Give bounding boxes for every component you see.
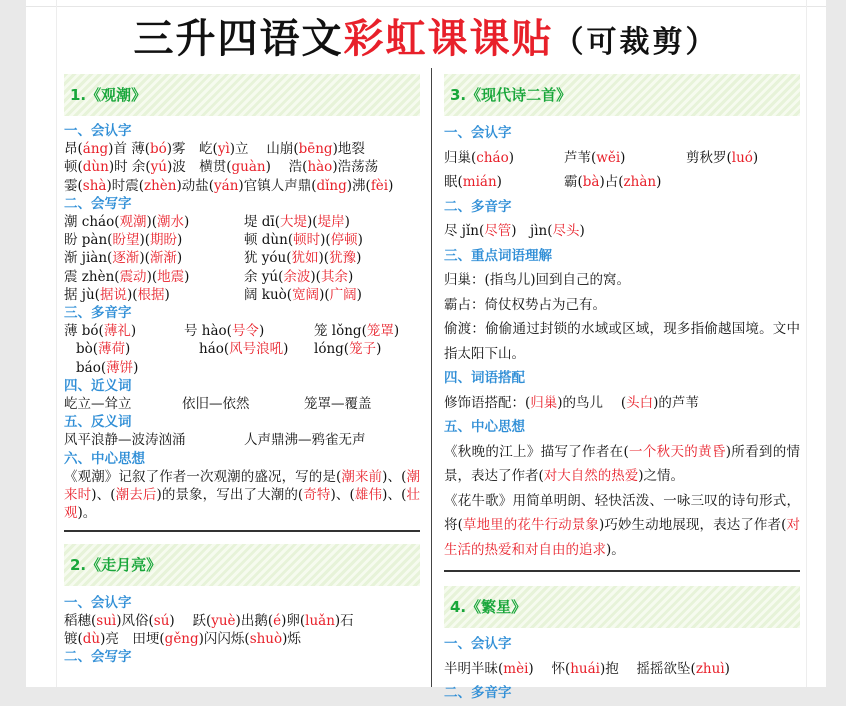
red-answer: 头白 bbox=[626, 394, 654, 411]
text-run: 芦苇( bbox=[564, 149, 597, 166]
l3-section-3: 三、重点词语理解 bbox=[444, 247, 552, 264]
entry bbox=[244, 213, 350, 231]
text-run: 《花牛歌》用简单明朗、轻快活泼、一咏三叹的诗句形式，将( bbox=[444, 492, 800, 533]
antonym-pair: 风平浪静—波涛汹涌 bbox=[64, 432, 186, 449]
entry bbox=[76, 359, 196, 377]
l4-section-2: 二、多音字 bbox=[444, 685, 512, 701]
text-run: ) bbox=[620, 149, 626, 166]
text-run: )( bbox=[310, 268, 321, 285]
l1-s5-line bbox=[64, 431, 420, 449]
lesson-3-heading: 3.《现代诗二首》 bbox=[444, 74, 800, 116]
text-run: 半明半昧( bbox=[444, 660, 504, 677]
l2-s1-line bbox=[64, 612, 420, 630]
text-run: )( bbox=[320, 232, 331, 249]
text-run: 霸( bbox=[564, 174, 583, 190]
red-answer: 潮去后 bbox=[115, 487, 157, 504]
red-answer: 堤岸 bbox=[317, 214, 345, 231]
red-answer: sú bbox=[153, 613, 170, 630]
l1-section-5: 五、反义词 bbox=[64, 414, 132, 431]
text-run: )的鸟儿 ( bbox=[557, 394, 627, 411]
red-answer: 期盼 bbox=[150, 232, 177, 249]
l1-s1-line bbox=[64, 177, 420, 195]
text-run: )浩荡荡 bbox=[332, 159, 379, 176]
entry bbox=[244, 268, 353, 286]
entry bbox=[444, 146, 564, 171]
text-run: ) bbox=[656, 174, 662, 190]
entry bbox=[64, 213, 244, 231]
entry bbox=[199, 340, 314, 358]
text-run: ) bbox=[356, 250, 362, 267]
text-run: )时 余( bbox=[108, 159, 151, 176]
red-answer: shà bbox=[82, 177, 107, 194]
text-run: )风俗( bbox=[116, 613, 154, 630]
text-run: )所看到的情景，表达了作者( bbox=[444, 443, 800, 484]
entry bbox=[64, 322, 184, 340]
text-run: )。 bbox=[77, 505, 97, 522]
text-run: 震 zhèn( bbox=[64, 268, 120, 285]
text-run: ) bbox=[130, 323, 137, 340]
text-run: ) bbox=[388, 177, 394, 194]
text-run: )的芦苇 bbox=[653, 394, 699, 411]
text-run: )巧妙生动地展现，表达了作者( bbox=[598, 517, 787, 533]
text-run: ) bbox=[496, 174, 502, 190]
text-run: )的景象，写出了大潮的( bbox=[156, 487, 304, 504]
l1-section-4: 四、近义词 bbox=[64, 377, 132, 394]
red-answer: 犹如 bbox=[291, 250, 319, 267]
text-run: )之情。 bbox=[638, 468, 685, 484]
text-run: 薄 bó( bbox=[64, 323, 104, 340]
text-run: ) bbox=[164, 286, 170, 303]
red-answer: yuè bbox=[211, 613, 236, 630]
red-answer: zhuì bbox=[695, 660, 725, 677]
text-run: 据 jù( bbox=[64, 286, 100, 303]
worksheet-page bbox=[26, 0, 826, 701]
l1-s3-line bbox=[64, 322, 420, 340]
red-answer: 壮观 bbox=[64, 487, 421, 522]
red-answer: 盼望 bbox=[112, 232, 140, 249]
red-answer: 渐渐 bbox=[149, 250, 177, 267]
text-run: ) bbox=[347, 268, 354, 285]
synonym-pair: 笼罩—覆盖 bbox=[304, 396, 372, 413]
page-title bbox=[26, 10, 826, 76]
entry bbox=[64, 268, 244, 286]
red-answer: luǎn bbox=[305, 613, 335, 630]
text-run: )、( bbox=[382, 487, 407, 504]
red-answer: 据说 bbox=[99, 286, 127, 303]
l3-s1-line bbox=[444, 146, 800, 171]
entry bbox=[244, 249, 361, 267]
red-answer: 其余 bbox=[320, 268, 348, 285]
red-answer: áng bbox=[82, 141, 109, 158]
text-run: 镀( bbox=[64, 631, 83, 648]
lesson-1-heading: 1.《观潮》 bbox=[64, 74, 420, 116]
text-run: )( bbox=[307, 214, 318, 231]
text-run: )首 薄( bbox=[108, 141, 150, 158]
text-run: )地裂 bbox=[332, 141, 365, 158]
l1-s1-line bbox=[64, 140, 420, 158]
entry bbox=[76, 340, 199, 358]
text-run: ) bbox=[724, 660, 730, 677]
text-run: 归巢( bbox=[444, 149, 477, 166]
red-answer: yú bbox=[150, 159, 167, 176]
text-run: 笼 lǒng( bbox=[314, 323, 367, 340]
red-answer: 对生活的热爱和对自由的追求 bbox=[444, 517, 800, 558]
text-run: )闪闪烁( bbox=[198, 631, 250, 648]
text-run: )卵( bbox=[281, 613, 306, 630]
entry bbox=[64, 286, 244, 304]
text-run: 犹 yóu( bbox=[244, 250, 292, 267]
red-answer: 潮来时 bbox=[64, 468, 420, 504]
red-answer: dù bbox=[82, 631, 101, 648]
red-answer: huái bbox=[570, 660, 600, 677]
red-answer: 广阔 bbox=[329, 286, 357, 303]
text-run: ) bbox=[258, 323, 265, 340]
red-answer: zhàn bbox=[623, 174, 657, 190]
entry bbox=[244, 231, 363, 249]
column-divider bbox=[431, 68, 432, 687]
right-column bbox=[444, 74, 800, 706]
red-answer: mián bbox=[462, 174, 497, 190]
red-answer: dùn bbox=[82, 159, 109, 176]
entry bbox=[244, 286, 362, 304]
text-run: )石 bbox=[334, 613, 354, 630]
text-run: )( bbox=[318, 250, 330, 267]
text-run: 阔 kuò( bbox=[244, 286, 293, 303]
text-run: háo( bbox=[199, 341, 230, 358]
text-run: 顿( bbox=[64, 159, 83, 176]
l3-s2-line bbox=[444, 219, 800, 244]
red-answer: 尽头 bbox=[552, 223, 580, 239]
text-run: ) bbox=[184, 214, 190, 231]
text-run: )烁 bbox=[282, 631, 301, 648]
red-answer: suì bbox=[96, 613, 117, 630]
l4-section-1: 一、会认字 bbox=[444, 636, 512, 652]
red-answer: 薄饼 bbox=[106, 359, 134, 376]
text-run: ) 怀( bbox=[528, 660, 571, 677]
entry bbox=[444, 170, 564, 195]
text-run: ) bbox=[133, 359, 139, 376]
red-answer: fèi bbox=[370, 177, 389, 194]
text-run: 修饰语搭配：( bbox=[444, 394, 531, 411]
red-answer: yán bbox=[214, 177, 239, 194]
synonym-pair: 依旧—依然 bbox=[182, 396, 250, 413]
l3-summary-2 bbox=[444, 489, 800, 563]
text-run: ) bbox=[376, 341, 382, 358]
l3-s3-line: 偷渡：偷偷通过封锁的水域或区域，现多指偷越国境。文中指太阳下山。 bbox=[444, 321, 800, 362]
red-answer: 薄礼 bbox=[103, 323, 131, 340]
text-run: 号 hào( bbox=[184, 323, 232, 340]
l2-section-1: 一、会认字 bbox=[64, 594, 132, 611]
text-run: )( bbox=[139, 250, 150, 267]
red-answer: 犹豫 bbox=[329, 250, 357, 267]
red-answer: 奇特 bbox=[303, 487, 331, 504]
red-answer: guàn bbox=[231, 159, 266, 176]
red-answer: mèi bbox=[503, 660, 529, 677]
text-run: 眠( bbox=[444, 174, 463, 190]
red-answer: 草地里的花牛行动景象 bbox=[462, 517, 599, 533]
text-run: )( bbox=[126, 286, 138, 303]
synonym-pair: 屹立—耸立 bbox=[64, 396, 132, 413]
entry bbox=[64, 249, 244, 267]
red-answer: bà bbox=[582, 174, 600, 190]
red-answer: 逐渐 bbox=[112, 250, 140, 267]
l3-s1-line bbox=[444, 170, 800, 195]
text-run: )( bbox=[139, 232, 150, 249]
entry bbox=[564, 170, 661, 195]
entry bbox=[314, 340, 381, 358]
red-answer: cháo bbox=[476, 149, 509, 166]
text-run: ) bbox=[508, 149, 514, 166]
red-answer: 地震 bbox=[157, 268, 185, 285]
text-run: ) bbox=[125, 341, 131, 358]
l3-s3-line: 霸占：倚仗权势占为己有。 bbox=[444, 296, 606, 313]
red-answer: 归巢 bbox=[530, 394, 558, 411]
text-run: 盼 pàn( bbox=[64, 232, 113, 249]
red-answer: hào bbox=[307, 159, 333, 176]
l1-s1-line bbox=[64, 158, 420, 176]
entry bbox=[64, 231, 244, 249]
l1-section-6: 六、中心思想 bbox=[64, 450, 145, 467]
red-answer: 根据 bbox=[137, 286, 165, 303]
text-run: ) bbox=[752, 149, 759, 166]
text-run: )( bbox=[146, 268, 158, 285]
lesson-2-heading: 2.《走月亮》 bbox=[64, 544, 420, 586]
l3-section-4: 四、词语搭配 bbox=[444, 370, 525, 386]
l3-section-2: 二、多音字 bbox=[444, 198, 512, 215]
text-run: )占( bbox=[599, 174, 624, 190]
l3-summary-1 bbox=[444, 440, 800, 489]
text-run: ) 跃( bbox=[169, 613, 212, 630]
red-answer: 顿时 bbox=[293, 232, 321, 249]
red-answer: 薄荷 bbox=[98, 341, 126, 358]
red-answer: 尽管 bbox=[484, 223, 512, 239]
l1-s2-line bbox=[64, 249, 420, 267]
left-margin-guide bbox=[56, 0, 57, 687]
red-answer: 一个秋天的黄昏 bbox=[628, 443, 726, 460]
text-run: bò( bbox=[76, 341, 99, 358]
l1-s2-line bbox=[64, 231, 420, 249]
lesson-4-heading: 4.《繁星》 bbox=[444, 586, 800, 628]
text-run: lóng( bbox=[314, 341, 350, 358]
text-run: )波 横贯( bbox=[166, 159, 232, 176]
entry bbox=[686, 146, 758, 171]
l1-summary bbox=[64, 468, 420, 526]
red-answer: gěng bbox=[164, 631, 199, 648]
l4-s1-line bbox=[444, 657, 800, 682]
l3-section-5: 五、中心思想 bbox=[444, 419, 525, 435]
text-run: )、( bbox=[382, 468, 407, 485]
red-answer: 震动 bbox=[119, 268, 147, 285]
red-answer: yì bbox=[217, 141, 230, 158]
left-column bbox=[64, 74, 420, 667]
red-answer: 潮水 bbox=[157, 214, 185, 231]
antonym-pair: 人声鼎沸—鸦雀无声 bbox=[244, 432, 366, 449]
text-run: 渐 jiàn( bbox=[64, 250, 113, 267]
text-run: ) bbox=[184, 268, 190, 285]
text-run: )立 山崩( bbox=[229, 141, 299, 158]
text-run: )( bbox=[319, 286, 330, 303]
text-run: 堤 dī( bbox=[244, 214, 281, 231]
red-answer: 余波 bbox=[283, 268, 311, 285]
text-run: ) jìn( bbox=[511, 223, 553, 239]
l2-s1-line bbox=[64, 630, 420, 648]
text-run: ) bbox=[393, 323, 400, 340]
l1-s2-line bbox=[64, 286, 420, 304]
text-run: ) bbox=[176, 250, 183, 267]
red-answer: 对大自然的热爱 bbox=[543, 468, 639, 484]
text-run: 稻穗( bbox=[64, 613, 97, 630]
text-run: ) 浩( bbox=[265, 159, 308, 176]
text-run: )沸( bbox=[346, 177, 371, 194]
l1-s2-line bbox=[64, 213, 420, 231]
l1-s2-line bbox=[64, 268, 420, 286]
red-answer: 潮来前 bbox=[341, 468, 383, 485]
text-run: 剪秋罗( bbox=[686, 149, 732, 166]
red-answer: 宽阔 bbox=[292, 286, 320, 303]
text-run: )、( bbox=[91, 487, 116, 504]
red-answer: 笼罩 bbox=[366, 323, 394, 340]
red-answer: 雄伟 bbox=[354, 487, 383, 504]
l1-s3-line bbox=[64, 359, 420, 377]
text-run: )( bbox=[146, 214, 158, 231]
red-answer: 大堤 bbox=[280, 214, 308, 231]
right-margin-guide bbox=[806, 0, 807, 687]
text-run: )雾 屹( bbox=[166, 141, 218, 158]
l1-section-3: 三、多音字 bbox=[64, 305, 132, 322]
text-run: 《秋晚的江上》描写了作者在( bbox=[444, 443, 629, 460]
text-run: )动盐( bbox=[176, 177, 215, 194]
l2-section-2: 二、会写字 bbox=[64, 649, 132, 666]
text-run: 余 yú( bbox=[244, 268, 284, 285]
text-run: 霎( bbox=[64, 177, 83, 194]
title-note: （可裁剪） bbox=[553, 25, 719, 60]
text-run: )官镇人声鼎( bbox=[238, 177, 317, 194]
title-black: 三升四语文 bbox=[133, 16, 344, 62]
red-answer: 风号浪吼 bbox=[229, 341, 284, 358]
text-run: 尽 jǐn( bbox=[444, 223, 485, 239]
text-run: ) bbox=[344, 214, 350, 231]
text-run: ) bbox=[357, 232, 363, 249]
entry bbox=[314, 322, 399, 340]
text-run: )。 bbox=[606, 541, 625, 558]
text-run: báo( bbox=[76, 359, 107, 376]
text-run: 顿 dùn( bbox=[244, 232, 294, 249]
text-run: )出鹅( bbox=[235, 613, 274, 630]
red-answer: 观潮 bbox=[119, 214, 147, 231]
text-run: 昂( bbox=[64, 141, 83, 158]
l3-s4-line bbox=[444, 391, 800, 416]
red-answer: 号令 bbox=[231, 323, 259, 340]
red-answer: é bbox=[273, 613, 282, 630]
red-answer: luó bbox=[731, 149, 753, 166]
entry bbox=[564, 146, 686, 171]
red-answer: wěi bbox=[596, 149, 621, 166]
text-run: ) bbox=[177, 232, 183, 249]
red-answer: bó bbox=[150, 141, 167, 158]
l1-section-1: 一、会认字 bbox=[64, 123, 132, 139]
title-red: 彩虹课课贴 bbox=[343, 16, 554, 62]
text-run: ) bbox=[579, 223, 585, 239]
text-run: 《观潮》记叙了作者一次观潮的盛况，写的是( bbox=[64, 468, 342, 485]
entry bbox=[184, 322, 314, 340]
red-answer: bēng bbox=[298, 141, 333, 158]
top-rule bbox=[26, 6, 826, 7]
l3-s3-line: 归巢：(指鸟儿)回到自己的窝。 bbox=[444, 272, 631, 288]
red-answer: shuò bbox=[249, 631, 283, 648]
red-answer: 笼子 bbox=[349, 341, 377, 358]
text-run: ) bbox=[283, 341, 289, 358]
red-answer: 停顿 bbox=[330, 232, 358, 249]
text-run: )亮 田埂( bbox=[100, 631, 165, 648]
l1-s4-line bbox=[64, 395, 420, 413]
text-run: )时震( bbox=[106, 177, 144, 194]
text-run: )、( bbox=[330, 487, 355, 504]
red-answer: zhèn bbox=[144, 177, 177, 194]
text-run: ) bbox=[356, 286, 362, 303]
l1-s3-line bbox=[64, 340, 420, 358]
text-run: 潮 cháo( bbox=[64, 214, 120, 231]
text-run: )抱 摇摇欲坠( bbox=[599, 660, 696, 677]
l1-section-2: 二、会写字 bbox=[64, 195, 132, 212]
l3-section-1: 一、会认字 bbox=[444, 125, 512, 141]
red-answer: dǐng bbox=[316, 177, 347, 194]
